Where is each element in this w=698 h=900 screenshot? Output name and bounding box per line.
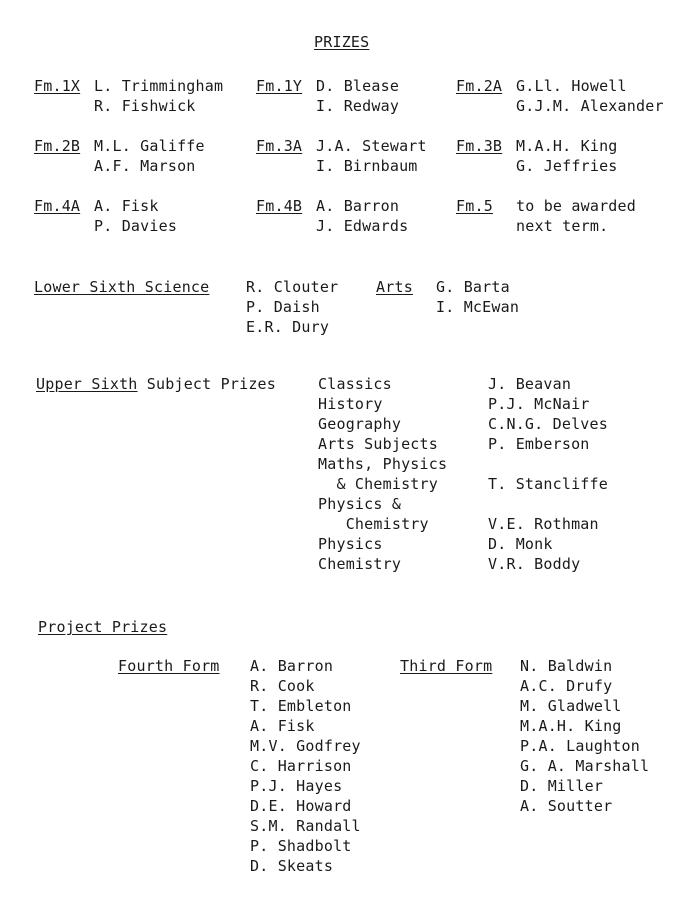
- project-winner: M. Gladwell: [520, 697, 622, 715]
- form-label: Fm.4A: [34, 197, 81, 215]
- subject-winner: C.N.G. Delves: [488, 415, 608, 433]
- subject-winner: J. Beavan: [488, 375, 572, 393]
- prize-winner: G.Ll. Howell: [516, 77, 627, 95]
- prize-winner: J.A. Stewart: [316, 137, 427, 155]
- project-winner: G. A. Marshall: [520, 757, 650, 775]
- prize-winner: D. Blease: [316, 77, 400, 95]
- project-winner: P.J. Hayes: [250, 777, 343, 795]
- project-winner: A. Barron: [250, 657, 334, 675]
- prize-winner: R. Fishwick: [94, 97, 196, 115]
- project-winner: S.M. Randall: [250, 817, 361, 835]
- project-winner: D.E. Howard: [250, 797, 352, 815]
- form-label: Fm.4B: [256, 197, 303, 215]
- prize-winner: R. Clouter: [246, 278, 339, 296]
- upper-sixth-heading: [36, 374, 276, 394]
- subject-winner: D. Monk: [488, 535, 553, 553]
- project-winner: N. Baldwin: [520, 657, 613, 675]
- project-winner: P. Shadbolt: [250, 837, 352, 855]
- prize-winner: L. Trimmingham: [94, 77, 224, 95]
- subject-winner: P.J. McNair: [488, 395, 590, 413]
- upper-sixth-label: Upper Sixth: [36, 375, 138, 393]
- subject-name: Physics &: [318, 495, 402, 513]
- subject-winner: T. Stancliffe: [488, 475, 608, 493]
- subject-winner: V.R. Boddy: [488, 555, 581, 573]
- project-winner: M.V. Godfrey: [250, 737, 361, 755]
- project-winner: P.A. Laughton: [520, 737, 640, 755]
- project-prizes-label: Project Prizes: [38, 618, 168, 636]
- prize-winner: A. Barron: [316, 197, 400, 215]
- project-winner: T. Embleton: [250, 697, 352, 715]
- subject-name: Physics: [318, 535, 383, 553]
- form-label: Fm.3A: [256, 137, 303, 155]
- project-winner: A. Soutter: [520, 797, 613, 815]
- form-label: Fm.1X: [34, 77, 81, 95]
- prize-winner: M.L. Galiffe: [94, 137, 205, 155]
- prize-winner: A. Fisk: [94, 197, 159, 215]
- project-winner: D. Miller: [520, 777, 604, 795]
- page-title: PRIZES: [314, 33, 370, 51]
- project-winner: R. Cook: [250, 677, 315, 695]
- prize-winner: J. Edwards: [316, 217, 409, 235]
- prize-winner: G. Jeffries: [516, 157, 618, 175]
- prize-note: to be awarded: [516, 197, 636, 215]
- fourth-form-label: Fourth Form: [118, 657, 220, 675]
- subject-winner: V.E. Rothman: [488, 515, 599, 533]
- project-winner: A. Fisk: [250, 717, 315, 735]
- prize-winner: P. Daish: [246, 298, 320, 316]
- prize-winner: P. Davies: [94, 217, 178, 235]
- subject-winner: P. Emberson: [488, 435, 590, 453]
- form-label: Fm.5: [456, 197, 493, 215]
- project-winner: D. Skeats: [250, 857, 334, 875]
- prize-winner: G. Barta: [436, 278, 510, 296]
- project-winner: C. Harrison: [250, 757, 352, 775]
- subject-name-continued: Chemistry: [318, 515, 429, 533]
- prize-winner: I. Redway: [316, 97, 400, 115]
- lower-sixth-label: Lower Sixth Science: [34, 278, 210, 296]
- subject-name: Maths, Physics: [318, 455, 448, 473]
- prize-winner: I. Birnbaum: [316, 157, 418, 175]
- prize-winner: E.R. Dury: [246, 318, 330, 336]
- form-label: Fm.2A: [456, 77, 503, 95]
- prize-winner: A.F. Marson: [94, 157, 196, 175]
- third-form-label: Third Form: [400, 657, 493, 675]
- form-label: Fm.3B: [456, 137, 503, 155]
- project-winner: M.A.H. King: [520, 717, 622, 735]
- prize-winner: G.J.M. Alexander: [516, 97, 664, 115]
- form-label: Fm.1Y: [256, 77, 303, 95]
- subject-name: Arts Subjects: [318, 435, 438, 453]
- prize-winner: I. McEwan: [436, 298, 520, 316]
- subject-name: Chemistry: [318, 555, 402, 573]
- subject-name-continued: & Chemistry: [318, 475, 438, 493]
- project-winner: A.C. Drufy: [520, 677, 613, 695]
- prize-note: next term.: [516, 217, 609, 235]
- subject-name: History: [318, 395, 383, 413]
- prize-winner: M.A.H. King: [516, 137, 618, 155]
- subject-name: Classics: [318, 375, 392, 393]
- form-label: Fm.2B: [34, 137, 81, 155]
- subject-prizes-label: Subject Prizes: [146, 375, 277, 393]
- subject-name: Geography: [318, 415, 402, 433]
- arts-label: Arts: [376, 278, 413, 296]
